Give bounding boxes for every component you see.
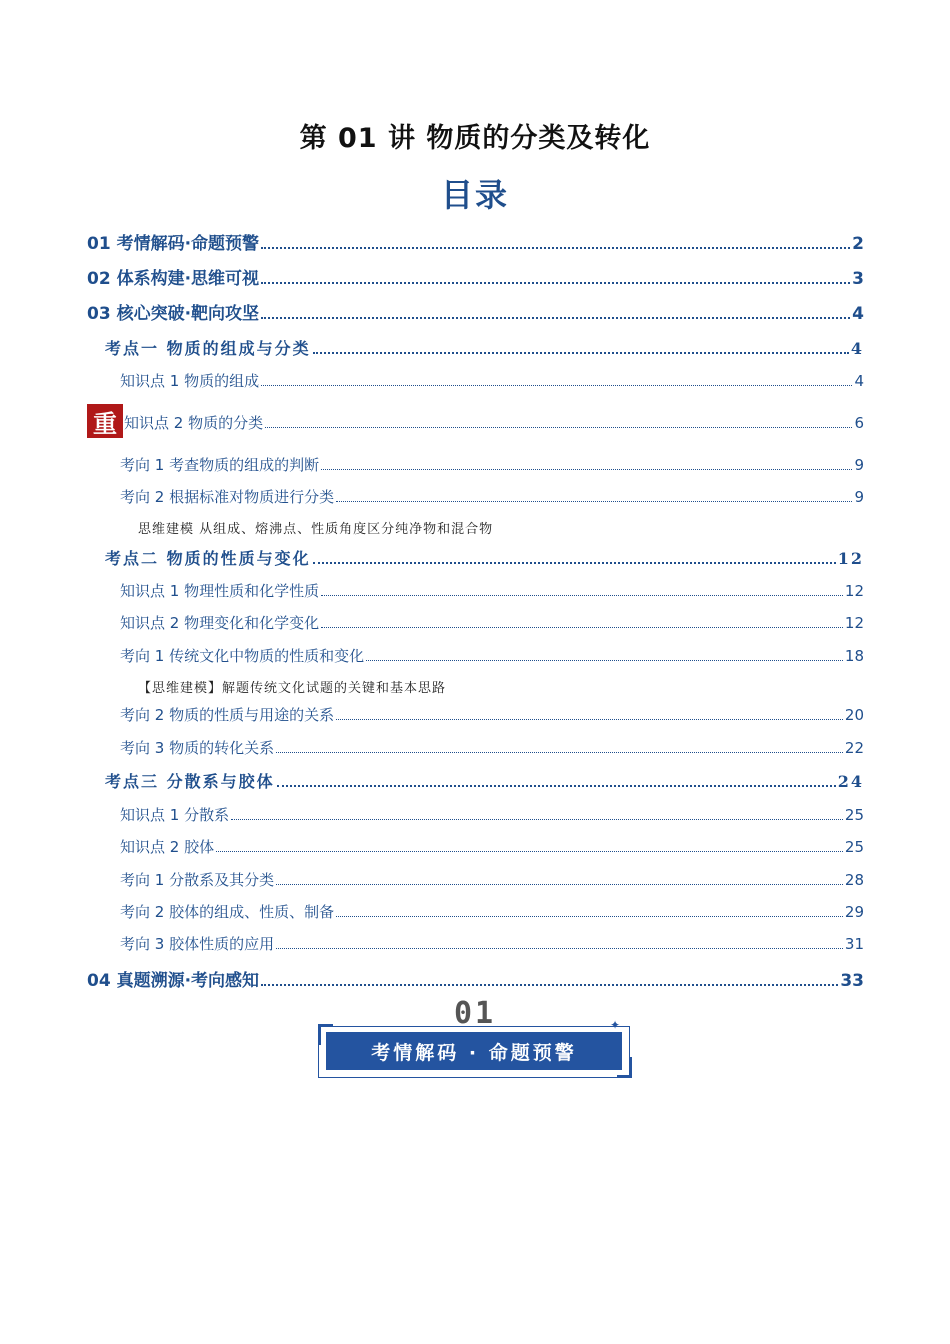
toc-entry[interactable]: 知识点 1 分散系 25 xyxy=(120,806,864,824)
toc-entry[interactable]: 知识点 2 胶体 25 xyxy=(120,838,864,856)
sparkle-icon: ✦ xyxy=(609,1018,620,1032)
toc-entry[interactable]: 知识点 2 物质的分类 6 xyxy=(124,414,864,432)
toc-entry[interactable]: 考点二 物质的性质与变化 12 xyxy=(105,549,864,568)
toc-entry[interactable]: 考向 1 考查物质的组成的判断 9 xyxy=(120,456,864,474)
toc-note: 思维建模 从组成、熔沸点、性质角度区分纯净物和混合物 xyxy=(138,522,494,537)
toc-entry[interactable]: 考向 2 物质的性质与用途的关系 20 xyxy=(120,706,864,724)
toc-entry[interactable]: 知识点 1 物质的组成 4 xyxy=(120,372,864,390)
page-title: 第 01 讲 物质的分类及转化 xyxy=(299,123,651,154)
section-number: 01 xyxy=(453,996,497,1031)
toc-entry[interactable]: 考向 2 根据标准对物质进行分类 9 xyxy=(120,488,864,506)
toc-entry[interactable]: 02 体系构建·思维可视 3 xyxy=(87,269,864,289)
toc-entry[interactable]: 知识点 2 物理变化和化学变化 12 xyxy=(120,614,864,632)
toc-entry[interactable]: 01 考情解码·命题预警 2 xyxy=(87,234,864,254)
toc-entry[interactable]: 考向 3 胶体性质的应用 31 xyxy=(120,935,864,953)
section-label: 考情解码 · 命题预警 xyxy=(326,1032,622,1070)
toc-entry[interactable]: 考点三 分散系与胶体 24 xyxy=(105,772,864,791)
toc-entry[interactable]: 知识点 1 物理性质和化学性质 12 xyxy=(120,582,864,600)
section-badge xyxy=(318,996,632,1082)
toc-entry[interactable]: 04 真题溯源·考向感知 33 xyxy=(87,971,864,991)
toc-entry[interactable]: 考向 1 传统文化中物质的性质和变化 18 xyxy=(120,647,864,665)
toc-entry[interactable]: 考向 2 胶体的组成、性质、制备 29 xyxy=(120,903,864,921)
toc-entry[interactable]: 考向 3 物质的转化关系 22 xyxy=(120,739,864,757)
toc-entry[interactable]: 03 核心突破·靶向攻坚 4 xyxy=(87,304,864,324)
key-point-badge: 重 xyxy=(87,404,123,438)
toc-note: 【思维建模】解题传统文化试题的关键和基本思路 xyxy=(138,681,447,696)
toc-entry[interactable]: 考点一 物质的组成与分类 4 xyxy=(105,339,864,358)
toc-entry[interactable]: 考向 1 分散系及其分类 28 xyxy=(120,871,864,889)
toc-heading: 目录 xyxy=(440,176,509,214)
